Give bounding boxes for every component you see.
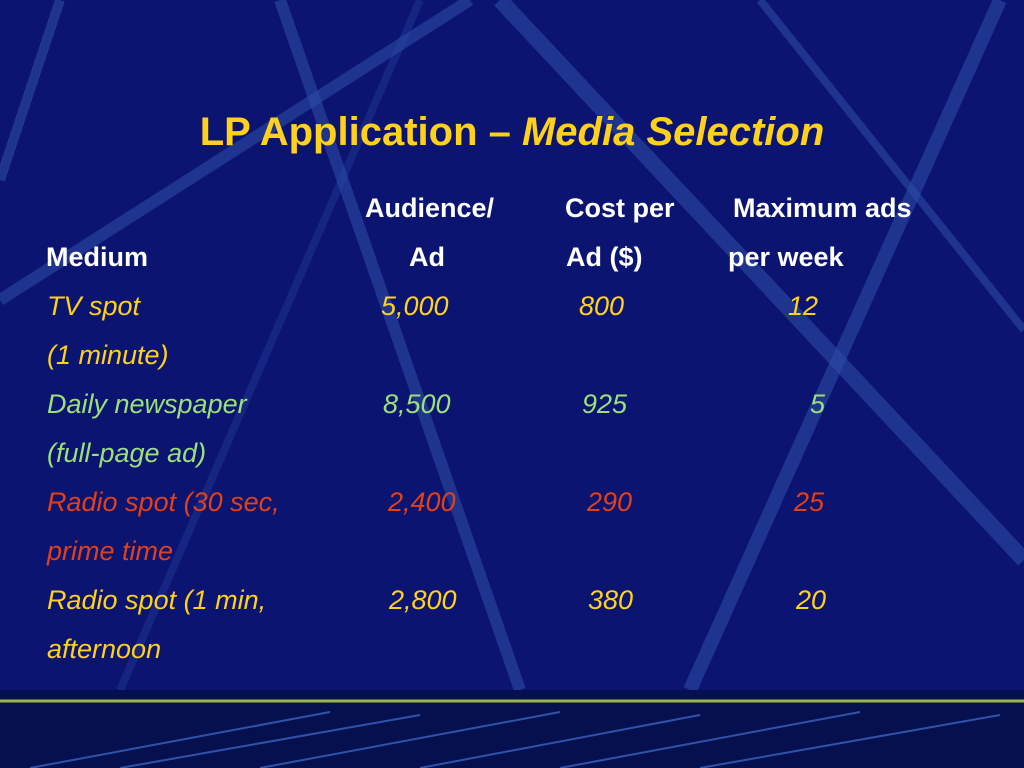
cell-medium: Radio spot (1 min, bbox=[47, 585, 267, 615]
cell-medium-detail: (1 minute) bbox=[47, 340, 169, 370]
cell-medium: Radio spot (30 sec, bbox=[47, 487, 280, 517]
header-max-line2: per week bbox=[728, 242, 844, 272]
cell-medium: TV spot bbox=[47, 291, 141, 321]
cell-cost: 925 bbox=[582, 389, 628, 419]
cell-medium-detail: (full-page ad) bbox=[47, 438, 207, 468]
cell-medium-detail: prime time bbox=[47, 536, 174, 566]
cell-max-ads: 5 bbox=[810, 389, 826, 419]
cell-max-ads: 12 bbox=[788, 291, 819, 321]
cell-audience: 8,500 bbox=[383, 389, 451, 419]
header-medium: Medium bbox=[46, 242, 149, 272]
header-cost-line1: Cost per bbox=[565, 193, 675, 223]
header-audience-line2: Ad bbox=[409, 242, 445, 272]
cell-cost: 290 bbox=[587, 487, 633, 517]
cell-medium-detail: afternoon bbox=[47, 634, 162, 664]
slide-title bbox=[0, 110, 1024, 155]
cell-cost: 800 bbox=[579, 291, 625, 321]
title-main: LP Application – bbox=[199, 110, 522, 154]
cell-audience: 2,400 bbox=[388, 487, 456, 517]
cell-max-ads: 25 bbox=[794, 487, 825, 517]
cell-audience: 5,000 bbox=[381, 291, 449, 321]
cell-medium: Daily newspaper bbox=[47, 389, 247, 419]
cell-max-ads: 20 bbox=[796, 585, 827, 615]
title-emphasis: Media Selection bbox=[521, 110, 825, 154]
cell-audience: 2,800 bbox=[389, 585, 457, 615]
header-audience-line1: Audience/ bbox=[365, 193, 495, 223]
cell-cost: 380 bbox=[588, 585, 634, 615]
header-max-line1: Maximum ads bbox=[733, 193, 912, 223]
header-cost-line2: Ad ($) bbox=[566, 242, 643, 272]
